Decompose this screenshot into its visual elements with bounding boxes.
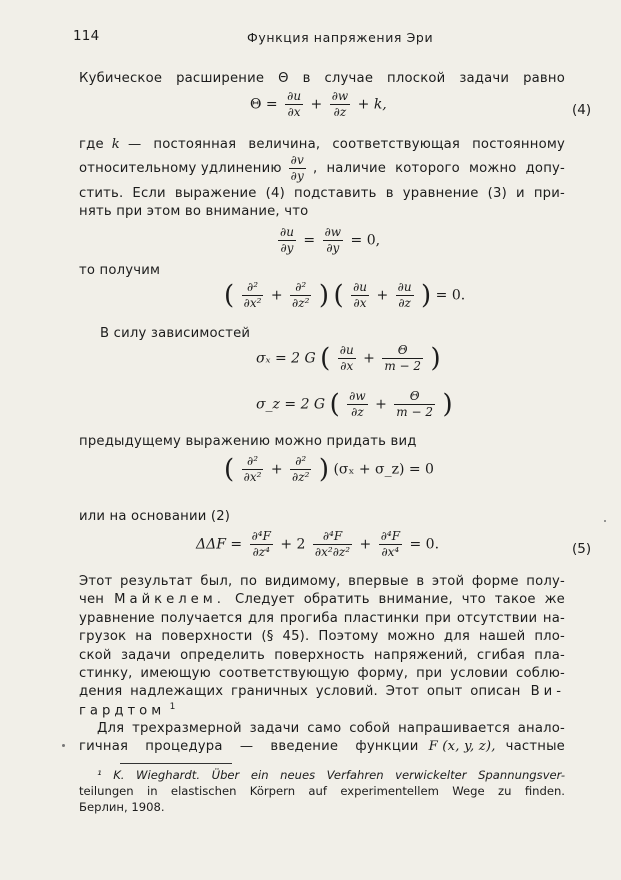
fraction xyxy=(351,280,369,311)
fraction-denominator: ∂x xyxy=(340,359,354,373)
text-word: частные xyxy=(505,739,565,754)
footnote-line: Берлин, 1908. xyxy=(79,800,165,814)
fraction-denominator: ∂z² xyxy=(292,470,310,484)
equation-continuity xyxy=(275,225,380,256)
fraction-numerator: ∂⁴F xyxy=(251,529,271,543)
eq-operator: + xyxy=(375,396,387,413)
footnote-ref[interactable]: 1 xyxy=(169,702,176,712)
fraction-numerator: ∂⁴F xyxy=(380,529,401,543)
eq-term: = 0, xyxy=(350,232,381,249)
text-line xyxy=(79,153,565,184)
author-name: Майкелем. xyxy=(114,592,225,607)
page-number: 114 xyxy=(73,28,100,44)
text-line: то получим xyxy=(79,263,161,278)
text-line: нять при этом во внимание, что xyxy=(79,204,309,219)
eq-term: σₓ = 2 G xyxy=(256,350,316,367)
text-line: уравнение получается для прогиба пластинки при отсутствии на- xyxy=(79,611,565,626)
fraction-numerator: Θ xyxy=(382,343,423,359)
text-line xyxy=(79,702,176,718)
eq-operator: = xyxy=(303,232,316,249)
text-line: грузок на поверхности (§ 45). Поэтому можно для нашей пло- xyxy=(79,629,565,644)
fraction xyxy=(313,529,352,560)
fraction xyxy=(323,225,343,256)
fraction-numerator: ∂w xyxy=(331,89,349,103)
text-span: — постоянная величина, соответствующая постоянному xyxy=(127,137,565,152)
equation-sigma-z: σ_z = 2 G ( $\frac{\partial w}{\partial z}$ + $\frac{\Theta}{m - 2}$ ) xyxy=(256,389,453,420)
eq-term: (σₓ + σ_z) = 0 xyxy=(333,461,434,478)
fraction-denominator: ∂z xyxy=(398,296,411,310)
fraction-denominator: m − 2 xyxy=(396,405,433,419)
text-word: чен xyxy=(79,592,105,607)
equation-number: (5) xyxy=(572,541,592,557)
fraction-denominator: ∂y xyxy=(280,241,294,255)
eq-term: = 0. xyxy=(409,536,440,553)
fraction-denominator: ∂y xyxy=(290,169,305,183)
text-span: относительному удлинению xyxy=(79,161,282,176)
fraction xyxy=(382,343,423,374)
text-line xyxy=(79,684,565,699)
text-line: В силу зависимостей xyxy=(100,326,251,341)
text-line: Кубическое расширение Θ в случае плоской задачи равно xyxy=(79,71,565,86)
fraction-numerator: ∂u xyxy=(287,89,302,103)
eq-term: = 0. xyxy=(435,287,466,304)
fraction xyxy=(379,529,402,560)
fraction-numerator: ∂w xyxy=(349,389,366,403)
eq-operator: + xyxy=(270,287,283,304)
math-expression: F (x, y, z), xyxy=(428,739,496,754)
text-span: Следует обратить внимание, что такое же xyxy=(234,592,565,607)
fraction xyxy=(278,225,296,256)
fraction xyxy=(250,529,273,560)
footnote-line: ¹ K. Wieghardt. Über ein neues Verfahren verwickelter Spannungsver- xyxy=(97,768,565,782)
fraction-numerator: ∂² xyxy=(242,280,264,296)
inline-fraction xyxy=(289,153,306,184)
scan-speck xyxy=(62,744,65,747)
text-line: стить. Если выражение (4) подставить в уравнение (3) и при- xyxy=(79,186,565,201)
text-line: Для трехразмерной задачи само собой напрашивается анало- xyxy=(97,721,565,736)
math-symbol: k xyxy=(111,137,120,152)
eq-operator: + xyxy=(310,96,323,113)
eq-term: ΔΔF = xyxy=(196,536,243,553)
fraction xyxy=(290,454,311,485)
fraction-denominator: m − 2 xyxy=(384,359,422,373)
eq-operator: + xyxy=(270,461,283,478)
fraction-numerator: ∂² xyxy=(242,454,264,470)
author-name: гардтом xyxy=(79,703,166,719)
text-line: Этот результат был, по видимому, впервые в этой форме полу- xyxy=(79,574,565,589)
text-word: где xyxy=(79,137,104,152)
fraction xyxy=(396,280,414,311)
eq-operator: + 2 xyxy=(280,536,306,553)
equation-number: (4) xyxy=(572,102,592,118)
fraction-numerator: ∂w xyxy=(324,225,342,239)
equation-5 xyxy=(196,529,439,560)
fraction xyxy=(242,280,264,311)
fraction xyxy=(290,280,311,311)
fraction-numerator: ∂u xyxy=(397,280,412,294)
scan-speck xyxy=(604,520,606,522)
author-name: Ви- xyxy=(530,684,565,699)
fraction-numerator: Θ xyxy=(394,389,435,405)
eq-operator: + xyxy=(376,287,389,304)
fraction-denominator: ∂x² xyxy=(243,296,262,310)
text-line xyxy=(79,592,565,607)
eq-operator: + xyxy=(359,536,372,553)
fraction-denominator: ∂x xyxy=(287,105,301,119)
text-line: ской задачи определить поверхность напряжений, сгибая пла- xyxy=(79,648,565,663)
equation-operator-product: ( $\frac{\text{∂²}}{\text{∂x²}}$ + $\frac{\text{∂²}}{\text{∂z²}}$ ) ( $\frac{\partial u}{\partial x}$ + $\frac{\partial u}{\partial z}$ ) = 0. xyxy=(224,280,466,311)
fraction-denominator: ∂x xyxy=(353,296,367,310)
fraction-denominator: ∂x² xyxy=(243,470,262,484)
text-line: стинку, имеющую соответствующую форму, при условии соблю- xyxy=(79,666,565,681)
fraction-denominator: ∂x⁴ xyxy=(381,545,400,559)
text-span: , наличие которого можно допу- xyxy=(313,161,565,176)
eq-term: Θ = xyxy=(250,96,278,113)
equation-sigma-x: σₓ = 2 G ( $\frac{\partial u}{\partial x}$ + $\frac{\Theta}{m - 2}$ ) xyxy=(256,343,441,374)
text-line xyxy=(79,739,565,754)
footnote-divider xyxy=(120,763,232,764)
equation-laplace-sigma: ( $\frac{\text{∂²}}{\text{∂x²}}$ + $\frac{\text{∂²}}{\text{∂z²}}$ ) (σₓ + σ_z) = 0 xyxy=(224,454,434,485)
equation-4 xyxy=(250,89,387,120)
fraction-numerator: ∂u xyxy=(353,280,367,294)
fraction-numerator: ∂v xyxy=(290,153,305,167)
fraction-numerator: ∂² xyxy=(290,454,311,470)
text-line xyxy=(79,137,565,152)
fraction xyxy=(338,343,356,374)
fraction xyxy=(285,89,303,120)
fraction-numerator: ∂² xyxy=(290,280,311,296)
footnote-line: teilungen in elastischen Körpern auf experimentellem Wege zu finden. xyxy=(79,784,565,798)
fraction xyxy=(330,89,350,120)
fraction-denominator: ∂y xyxy=(326,241,340,255)
fraction xyxy=(347,389,367,420)
eq-term: + k, xyxy=(357,96,387,113)
fraction-numerator: ∂u xyxy=(280,225,294,239)
fraction-denominator: ∂z xyxy=(333,105,347,119)
fraction-denominator: ∂z xyxy=(351,405,364,419)
fraction xyxy=(394,389,435,420)
text-span: дения надлежащих граничных условий. Этот опыт описан xyxy=(79,684,521,699)
text-line: предыдущему выражению можно придать вид xyxy=(79,434,417,449)
text-line: или на основании (2) xyxy=(79,509,231,524)
text-span: гичная процедура — введение функции xyxy=(79,739,419,754)
eq-operator: + xyxy=(363,350,375,367)
eq-term: σ_z = 2 G xyxy=(256,396,326,413)
fraction-numerator: ∂u xyxy=(339,343,354,357)
fraction xyxy=(242,454,264,485)
fraction-denominator: ∂x²∂z² xyxy=(314,545,351,559)
fraction-denominator: ∂z⁴ xyxy=(252,545,270,559)
fraction-denominator: ∂z² xyxy=(292,296,310,310)
running-title: Функция напряжения Эри xyxy=(247,30,434,45)
fraction-numerator: ∂⁴F xyxy=(313,529,352,545)
